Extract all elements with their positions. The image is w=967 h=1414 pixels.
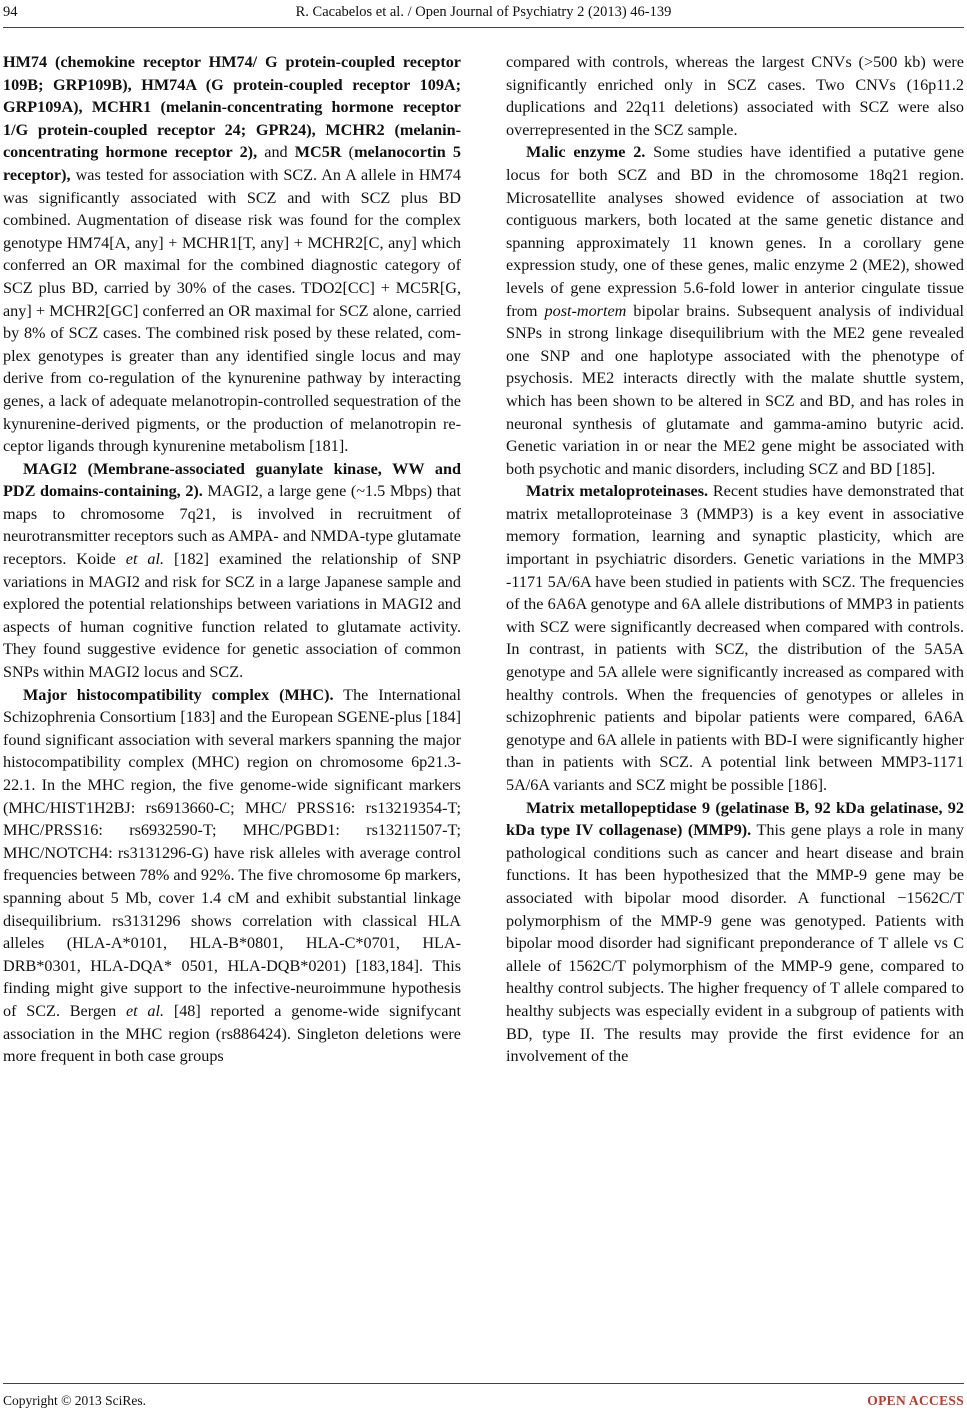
gene-heading-mmp3: Matrix metaloproteinases.	[526, 482, 709, 501]
page-header	[0, 0, 967, 30]
gene-heading-mhc: Major histocompatibility complex (MHC).	[23, 685, 334, 704]
gene-heading-magi2: MAGI2 (Membrane-associated guanylate kinase, WW and PDZ domains-containing, 2).	[3, 459, 461, 501]
page-footer	[0, 1383, 967, 1413]
open-access-label: OPEN ACCESS	[867, 1393, 964, 1408]
paragraph-mhc: Major histocompatibility complex (MHC). The International Schizophrenia Consortium [183] and the European SGENE-plus [184] found significant association with several markers spanning the major histocompatibility complex (MHC) region on chromosome 6p21.3-22.1. In the MHC region, the five genome-wide significant markers (MHC/HIST1H2BJ: rs6913660-C; MHC/ PRSS16: rs13219354-T; MHC/PRSS16: rs6932590-T; MHC/PGBD1: rs13211507-T; MHC/NOTCH4: rs3131296-G) have risk alleles with average control frequencies between 78% and 92%. The five chromosome 6p markers, spanning about 5 Mb, cover 1.4 cM and exhibit substantial linkage disequilibrium. rs3131296 shows correlation with classical HLA alleles (HLA-A*0101, HLA-B*0801, HLA-C*0701, HLA-DRB*0301, HLA-DQA* 0501, HLA-DQB*0201) [183,184]. This finding might give support to the infective-neuroimmune hypothesis of SCZ. Bergen et al. [48] reported a genome-wide signifycant association in the MHC region (rs886424). Singleton deletions were more frequent in both case groups	[3, 685, 461, 1066]
paragraph-cnv-continued: compared with controls, whereas the largest CNVs (>500 kb) were significantly enriched only in SCZ cases. Two CNVs (16p11.2 duplications and 22q11 deletions) associated with SCZ were also overrepresented in the SCZ sample.	[506, 53, 964, 139]
paragraph-hm74: HM74 (chemokine receptor HM74/ G protein-coupled receptor 109B; GRP109B), HM74A (G protein-coupled receptor 109A; GRP109A), MCHR1 (melanin-concentrating hormone receptor 1/G protein-coupled receptor 24; GPR24), MCHR2 (melanin-concentrating hormone receptor 2), and MC5R (melanocortin 5 receptor), was tested for association with SCZ. An A allele in HM74 was significantly associated with SCZ and with SCZ plus BD combined. Augmentation of disease risk was found for the complex genotype HM74[A, any] + MCHR1[T, any] + MCHR2[C, any] which conferred an OR maximal for the combined diagnostic category of SCZ plus BD, carried by 30% of the cases. TDO2[CC] + MC5R[G, any] + MCHR2[GC] conferred an OR maximal for SCZ alone, carried by 8% of SCZ cases. The combined risk posed by these related, complex genotypes is greater than any identified single locus and may derive from co-regulation of the kynurenine pathway by interacting genes, a lack of adequate melanotropin-controlled sequestration of the kynurenine-derived pigments, or the production of melanotropin receptor ligands through kynurenine metabolism [181].	[3, 53, 462, 456]
gene-heading-me2: Malic enzyme 2.	[526, 143, 646, 162]
header-rule	[3, 27, 964, 28]
running-title: R. Cacabelos et al. / Open Journal of Psychiatry 2 (2013) 46-139	[295, 4, 672, 20]
paragraph-mmp3: Matrix metaloproteinases. Recent studies have demonstrated that matrix metalloproteinase 3 (MMP3) is a key event in associative memory formation, learning and synaptic plasticity, which are important in psychiatric disorders. Genetic variations in the MMP3 -1171 5A/6A have been studied in patients with SCZ. The frequencies of the 6A6A genotype and 6A allele distributions of MMP3 in patients with SCZ were significantly decreased when compared with controls. In contrast, in patients with SCZ, the distribution of the 5A5A genotype and 5A allele were significantly increased as compared with healthy controls. When the frequencies of genotypes or alleles in schizophrenic patients and bipolar patients were compared, 6A6A genotype and 6A allele in patients with BD-I were significantly higher than in patients with SCZ. A potential link between MMP3-1171 5A/6A variants and SCZ might be possible [186].	[506, 482, 964, 794]
paragraph-magi2: MAGI2 (Membrane-associated guanylate kinase, WW and PDZ domains-containing, 2). MAGI2, a large gene (~1.5 Mbps) that maps to chromosome 7q21, is involved in recruitment of neurotransmitter receptors such as AMPA- and NMDA-type glutamate receptors. Koide et al. [182] examined the relationship of SNP variations in MAGI2 and risk for SCZ in a large Japanese sample and explored the potential relationships between variations in MAGI2 and aspects of human cognitive function related to glutamate activity. They found suggestive evidence for genetic association of common SNPs within MAGI2 locus and SCZ.	[3, 459, 461, 682]
gene-heading-hm74: HM74 (chemokine receptor HM74/ G protein-coupled receptor 109B; GRP109B), HM74A (G protein-coupled receptor 109A; GRP109A), MCHR1 (melanin-concentrating hormone receptor 1/G protein-coupled receptor 24; GPR24), MCHR2 (melanin-concentrating hormone receptor 2),	[3, 53, 461, 162]
page-number: 94	[3, 4, 18, 20]
paragraph-malic-enzyme: Malic enzyme 2. Some studies have identified a putative gene locus for both SCZ and BD in the chromosome 18q21 region. Microsatellite analyses showed evidence of association at two contiguous markers, both located at the same genetic distance and spanning approximately 11 known genes. In a corollary gene expression study, one of these genes, malic enzyme 2 (ME2), showed levels of gene expression 5.6-fold lower in anterior cingulate tissue from post-mortem bipolar brains. Subsequent analysis of individual SNPs in strong linkage disequilibrium with the ME2 gene revealed one SNP and one haplotype associated with the phenotype of psychosis. ME2 interacts directly with the malate shuttle system, which has been shown to be altered in SCZ and BD, and has roles in neuronal synthesis of glutamate and gamma-amino butyric acid. Genetic variation in or near the ME2 gene might be associated with both psychotic and manic disorders, including SCZ and BD [185].	[506, 143, 965, 478]
footer-rule	[3, 1383, 964, 1384]
gene-heading-mmp9: Matrix metallopeptidase 9 (gelatinase B, 92 kDa gelatinase, 92 kDa type IV collagenase) (MMP9).	[506, 798, 964, 840]
paragraph-mmp9: Matrix metallopeptidase 9 (gelatinase B, 92 kDa gelatinase, 92 kDa type IV collagenase) (MMP9). This gene plays a role in many pathological conditions such as cancer and heart disease and brain functions. It has been hypothesized that the MMP-9 gene may be associated with bipolar mood disorder. A functional −1562C/T polymorphism of the MMP-9 gene was genotyped. Patients with bipolar mood disorder had significant preponderance of T allele vs C allele of 1562C/T polymorphism of the MMP-9 gene, compared to healthy control subjects. The higher frequency of T allele compared to healthy subjects was especially evident in a subgroup of patients with BD, type II. The results may provide the first evidence for an involvement of the	[506, 798, 965, 1066]
right-column	[506, 51, 964, 1068]
left-column	[3, 51, 461, 1068]
copyright-notice: Copyright © 2013 SciRes.	[3, 1393, 147, 1408]
